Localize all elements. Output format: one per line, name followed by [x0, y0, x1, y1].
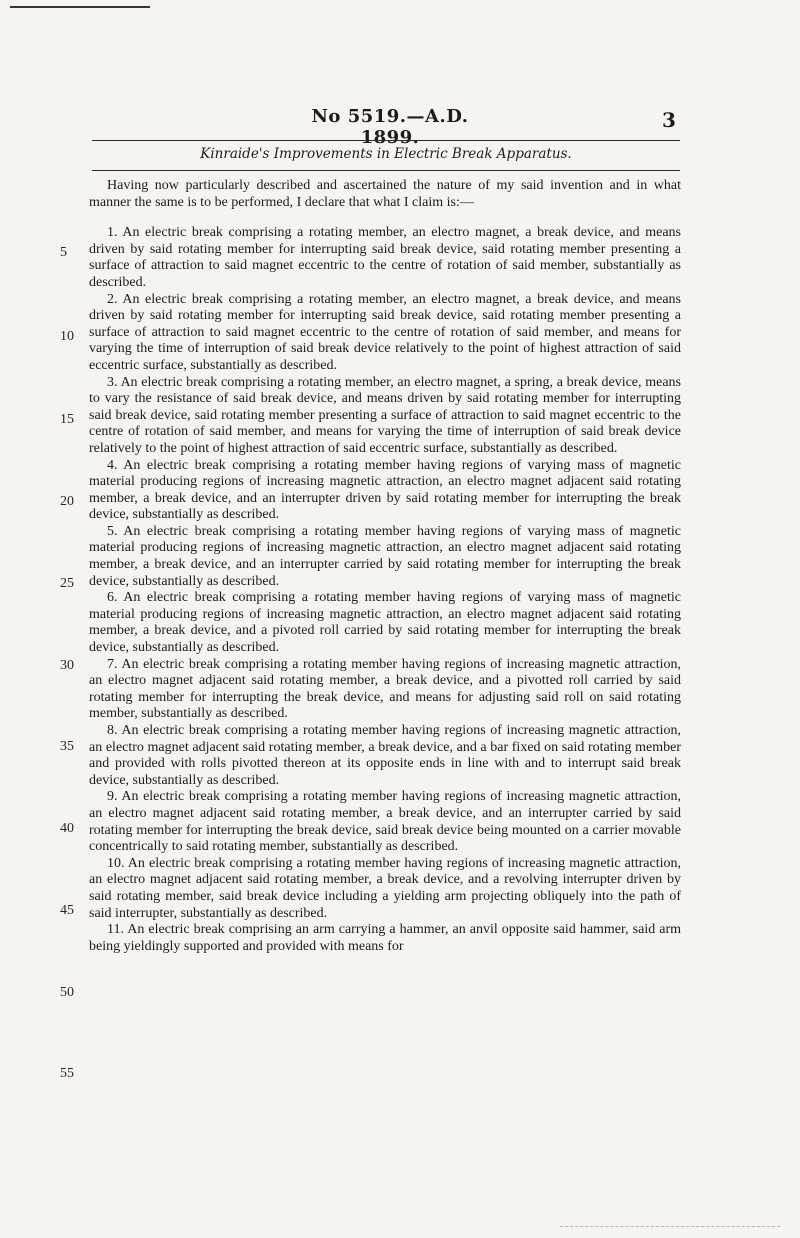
intro-paragraph: Having now particularly described and ascertained the nature of my said invention and in what manner the same is to be performed, I declare that what I claim is:—	[89, 178, 681, 210]
line-number-55: 55	[60, 1066, 74, 1081]
page-number: 3	[662, 108, 676, 132]
running-title: Kinraide's Improvements in Electric Break Apparatus.	[200, 146, 572, 162]
line-number-50: 50	[60, 985, 74, 1000]
line-number-45: 45	[60, 903, 74, 918]
claim-11: 11. An electric break comprising an arm carrying a hammer, an anvil opposite said hammer, said arm being yieldingly supported and provided with means for	[89, 922, 681, 954]
claim-6: 6. An electric break comprising a rotating member having regions of varying mass of magnetic material producing regions of increasing magnetic attraction, an electro magnet adjacent said rotating member, a break device, and a pivoted roll carried by said rotating member for interrupting the break device, substantially as described.	[89, 590, 681, 656]
line-number-5: 5	[60, 245, 67, 260]
line-number-10: 10	[60, 329, 74, 344]
claim-4: 4. An electric break comprising a rotating member having regions of varying mass of magnetic material producing regions of increasing magnetic attraction, an electro magnet adjacent said rotating member, a break device, and an interrupter driven by said rotating member for interrupting the break device, substantially as described.	[89, 457, 681, 523]
claim-3: 3. An electric break comprising a rotating member, an electro magnet, a spring, a break device, means to vary the resistance of said break device, and means driven by said rotating member for interrupting said break device, said rotating member presenting a surface of attraction to said magnet eccentric to the centre of rotation of said member, and means for varying the time of interruption of said break device relatively to the point of highest attraction of said eccentric surface, substantially as described.	[89, 374, 681, 456]
claim-7: 7. An electric break comprising a rotating member having regions of increasing magnetic attraction, an electro magnet adjacent said rotating member, a break device, and a pivotted roll carried by said rotating member for interrupting the break device, and means for adjusting said roll on said rotating member, substantially as described.	[89, 656, 681, 722]
claim-2: 2. An electric break comprising a rotating member, an electro magnet, a break device, and means driven by said rotating member for interrupting said break device, said rotating member presenting a surface of attraction to said magnet eccentric to the centre of rotation of said member, and means for varying the time of interruption of said break device relatively to the point of highest attraction of said eccentric surface, substantially as described.	[89, 291, 681, 373]
line-number-40: 40	[60, 821, 74, 836]
header-rule	[92, 140, 680, 141]
claim-8: 8. An electric break comprising a rotating member having regions of increasing magnetic attraction, an electro magnet adjacent said rotating member, a break device, and a bar fixed on said rotating member and provided with rolls pivotted thereon at its opposite ends in line with and to interrupt said break device, substantially as described.	[89, 723, 681, 788]
claim-9: 9. An electric break comprising a rotating member having regions of increasing magnetic attraction, an electro magnet adjacent said rotating member, a break device, and an interrupter carried by said rotating member for interrupting the break device, said break device being mounted on a carrier movable concentrically to said rotating member, substantially as described.	[89, 789, 681, 855]
claims-body	[89, 178, 681, 955]
line-number-15: 15	[60, 412, 74, 427]
bottom-edge-mark	[560, 1226, 780, 1227]
claim-1: 1. An electric break comprising a rotating member, an electro magnet, a break device, and means driven by said rotating member for interrupting said break device, said rotating member presenting a surface of attraction to said magnet eccentric to the centre of rotation of said member, substantially as described.	[89, 225, 681, 290]
claim-10: 10. An electric break comprising a rotating member having regions of increasing magnetic attraction, an electro magnet adjacent said rotating member, a break device, and a revolving interrupter driven by said rotating member, said break device including a yielding arm projecting obliquely into the path of said interrupter, substantially as described.	[89, 855, 681, 921]
line-number-20: 20	[60, 494, 74, 509]
title-rule	[92, 170, 680, 171]
patent-number-header: No 5519.—A.D. 1899.	[311, 106, 469, 148]
line-number-30: 30	[60, 658, 74, 673]
line-number-25: 25	[60, 576, 74, 591]
claim-5: 5. An electric break comprising a rotating member having regions of varying mass of magnetic material producing regions of increasing magnetic attraction, an electro magnet adjacent said rotating member, a break device, and an interrupter carried by said rotating member for interrupting the break device, substantially as described.	[89, 523, 681, 589]
top-edge-rule	[10, 6, 150, 8]
line-number-35: 35	[60, 739, 74, 754]
